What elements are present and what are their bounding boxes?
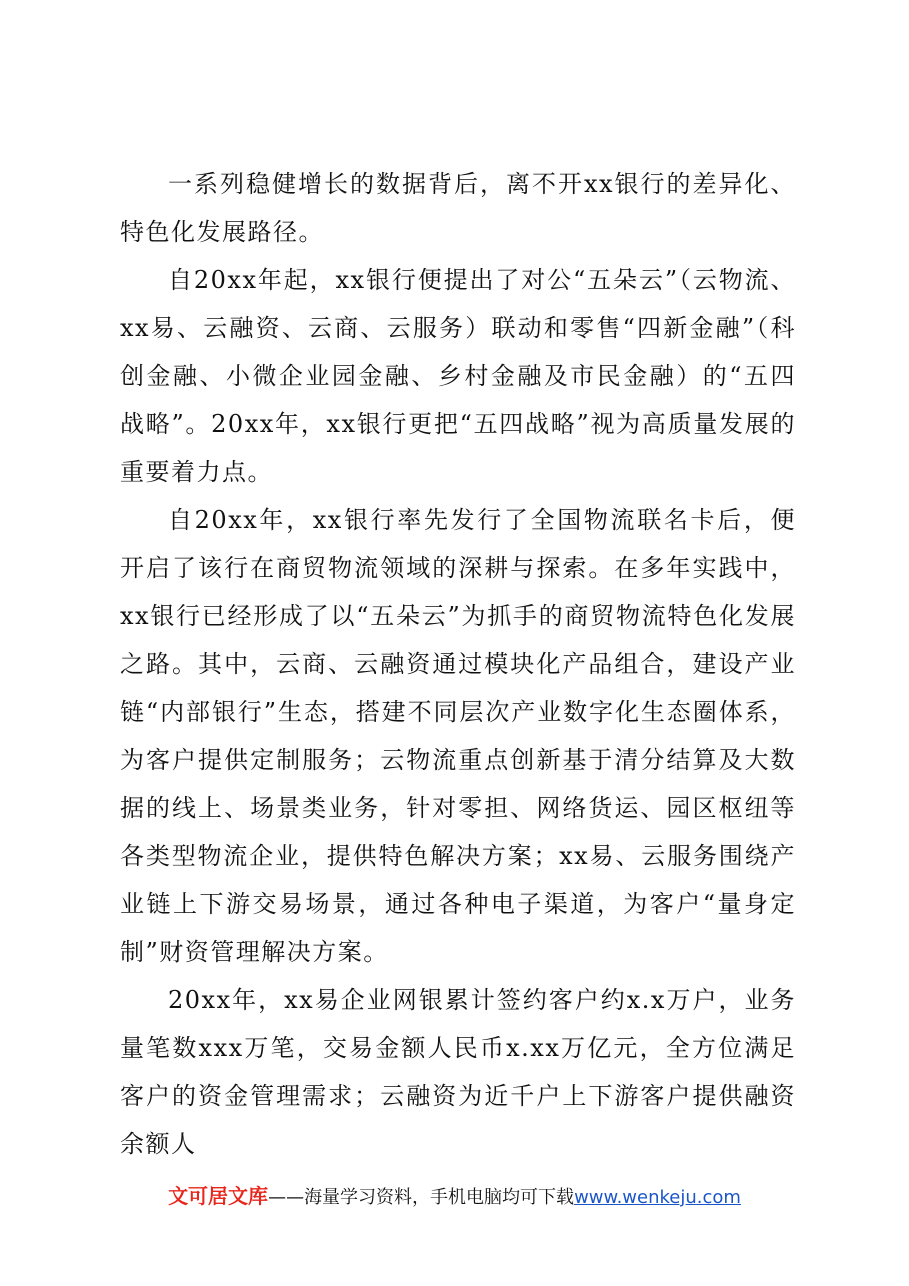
footer-banner xyxy=(0,1182,909,1212)
footer-brand: 文可居文库 xyxy=(168,1184,269,1208)
paragraph-2: 自20xx年起，xx银行便提出了对公“五朵云”（云物流、xx易、云融资、云商、云服务）联动和零售“四新金融”（科创金融、小微企业园金融、乡村金融及市民金融）的“五四战略”。20xx年，xx银行更把“五四战略”视为高质量发展的重要着力点。 xyxy=(120,266,796,486)
paragraph-1: 一系列稳健增长的数据背后，离不开xx银行的差异化、特色化发展路径。 xyxy=(120,170,796,246)
document-body xyxy=(120,160,796,1168)
footer-slogan: ——海量学习资料，手机电脑均可下载 xyxy=(268,1187,575,1208)
footer-link[interactable]: www.wenkeju.com xyxy=(574,1187,741,1208)
paragraph-4: 20xx年，xx易企业网银累计签约客户约x.x万户，业务量笔数xxx万笔，交易金额人民币x.xx万亿元，全方位满足客户的资金管理需求；云融资为近千户上下游客户提供融资余额人 xyxy=(120,986,796,1158)
paragraph-3: 自20xx年，xx银行率先发行了全国物流联名卡后，便开启了该行在商贸物流领域的深耕与探索。在多年实践中，xx银行已经形成了以“五朵云”为抓手的商贸物流特色化发展之路。其中，云商、云融资通过模块化产品组合，建设产业链“内部银行”生态，搭建不同层次产业数字化生态圈体系，为客户提供定制服务；云物流重点创新基于清分结算及大数据的线上、场景类业务，针对零担、网络货运、园区枢纽等各类型物流企业，提供特色解决方案；xx易、云服务围绕产业链上下游交易场景，通过各种电子渠道，为客户“量身定制”财资管理解决方案。 xyxy=(120,506,796,966)
